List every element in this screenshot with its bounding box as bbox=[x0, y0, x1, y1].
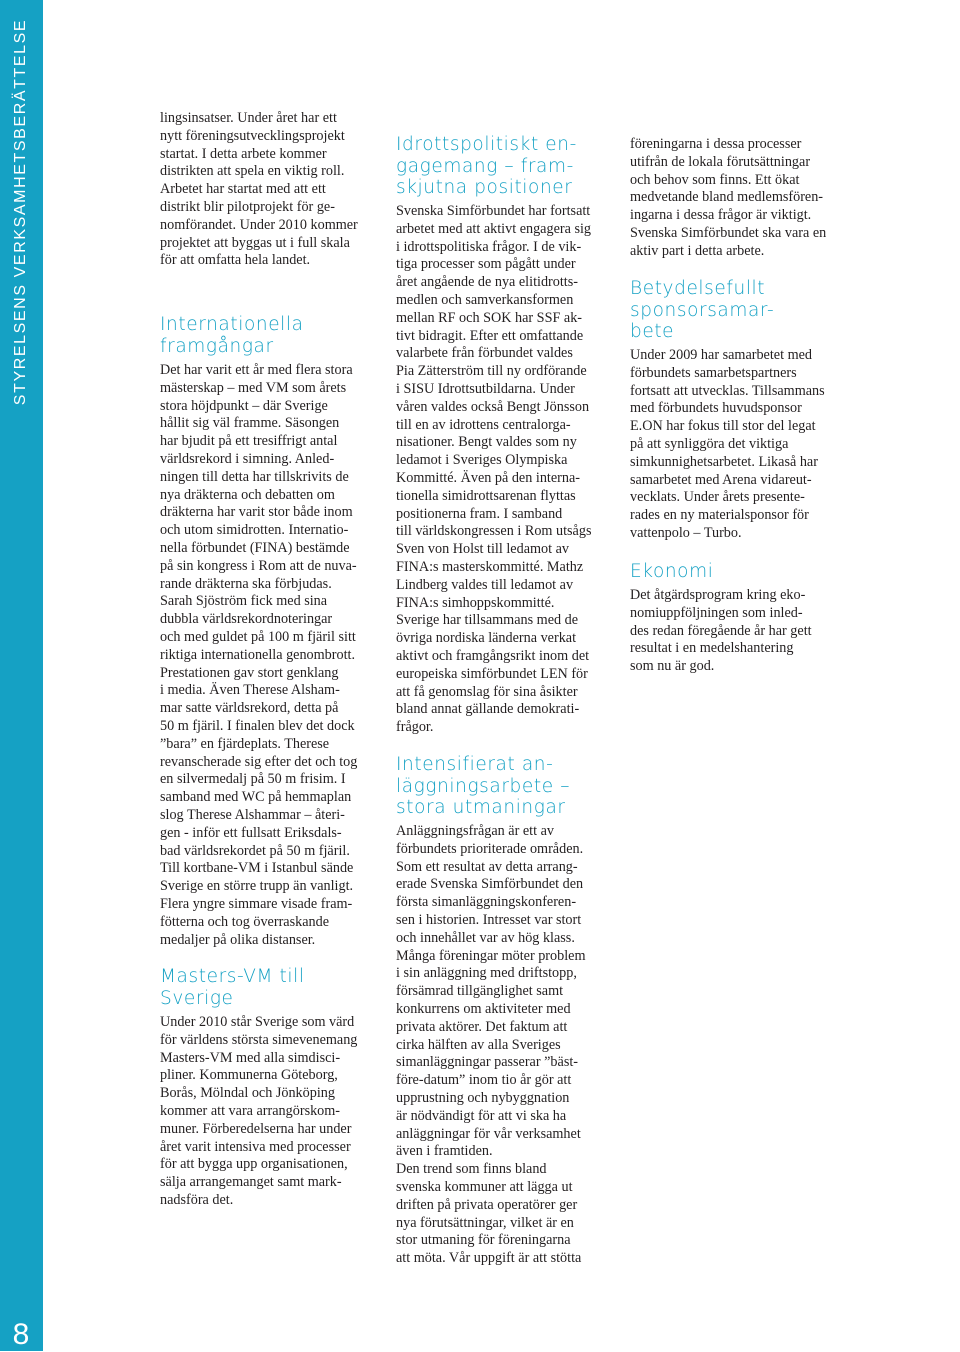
section-title: STYRELSENS VERKSAMHETSBERÄTTELSE bbox=[12, 18, 29, 406]
paragraph-international-success: Det har varit ett år med flera stora mästerskap – med VM som årets stora höjdpunkt – där Sverige hållit sig väl framme. Säsongen har bjudit på ett tresiffrigt antal världsrekord i simning. Anled- ningen till detta har tillskrivits de nya dräkterna och debatten om dräkterna har varit stor både inom och utom simidrotten. Internatio- nella förbundet (FINA) bestämde på sin kongress i Rom att de nuva- rande dräkterna ska förbjudas. Sarah Sjöström fick med sina dubbla världsrekordnoteringar och med guldet på 100 m fjäril sitt riktiga internationella genombrott. Prestationen gav stort genklang i media. Även Therese Alsham- mar satte världsrekord, detta på 50 m fjäril. I finalen blev det dock ”bara” en fjärdeplats. Therese revanscherade sig efter det och tog en silvermedalj på 50 m frisim. I samband med WC på hemmaplan slog Therese Alshammar – återi- gen - inför ett fullsatt Eriksdals- bad världsrekordet på 50 m fjäril. Till kortbane-VM i Istanbul sände Sverige en större trupp än vanligt. Flera yngre simmare visade fram- fötterna och tog överraskande medaljer på olika distanser. bbox=[160, 362, 358, 948]
heading-sports-politics: Idrottspolitiskt en- gagemang – fram- skjutna positioner bbox=[396, 134, 577, 198]
paragraph-masters-vm: Under 2010 står Sverige som värd för världens största simevenemang Masters-VM med alla simdisci- pliner. Kommunerna Göteborg, Borås, Mölndal och Jönköping kommer att vara arrangörskom- muner. Förberedelserna har under året varit intensiva med processer för att bygga upp organisationen, sälja arrangemanget samt mark- nadsföra det. bbox=[160, 1014, 358, 1208]
paragraph-sponsorship: Under 2009 har samarbetet med förbundets samarbetspartners fortsatt att utvecklas. Tillsammans med förbundets huvudsponsor E.ON har fokus till stor del legat på att synliggöra det viktiga simkunnighetsarbetet. Likaså har samarbetet med Arena vidareut- vecklats. Under årets presente- rades en ny materialsponsor för vattenpolo – Turbo. bbox=[630, 347, 825, 541]
paragraph-facilities-continued: föreningarna i dessa processer utifrån de lokala förutsättningar och behov som finns. Ett ökat medvetande bland medlemsfören- ingarna i dessa frågor är viktigt. Svenska Simförbundet ska vara en aktiv part i detta arbete. bbox=[630, 136, 827, 259]
paragraph-sports-politics: Svenska Simförbundet har fortsatt arbetet med att aktivt engagera sig i idrottspolitiska frågor. I de vik- tiga processer som pågått under året angående de nya elitidrotts- medlen och samverkansformen mellan RF och SOK har SSF ak- tivt bidragit. Efter ett omfattande valarbete från förbundet valdes Pia Zätterström till ny ordförande i SISU Idrottsutbildarna. Under våren valdes också Bengt Jönsson till en av idrottens centralorga- nisationer. Bengt valdes som ny ledamot i Sveriges Olympiska Kommitté. Även på den interna- tionella simidrottsarenan flyttas positionerna fram. I samband till världskongressen i Rom utsågs Sven von Holst till ledamot av FINA:s masterskommitté. Mathz Lindberg valdes till ledamot av FINA:s simhoppskommitté. Sverige har tillsammans med de övriga nordiska länderna verkat aktivt och framgångsrikt inom det europeiska simförbundet LEN för att få genomslag för sina åsikter bland annat gällande demokrati- frågor. bbox=[396, 203, 592, 736]
paragraph-economy: Det åtgärdsprogram kring eko- nomiuppföljningen som inled- des redan föregående år har gett resultat i en medelshantering som nu är god. bbox=[630, 587, 812, 675]
heading-international-success: Internationella framgångar bbox=[160, 314, 304, 357]
heading-economy: Ekonomi bbox=[630, 561, 714, 582]
paragraph-intro: lingsinsatser. Under året har ett nytt föreningsutvecklingsprojekt startat. I detta arbete kommer distrikten att spela en viktig roll. Arbetet har startat med att ett distrikt blir pilotprojekt för ge- nomförandet. Under 2010 kommer projektet att byggas ut i full skala för att omfatta hela landet. bbox=[160, 110, 358, 269]
heading-facilities: Intensifierat an- läggningsarbete – stora utmaningar bbox=[396, 754, 571, 818]
section-sidebar bbox=[0, 0, 43, 1351]
page-number: 8 bbox=[12, 1318, 30, 1351]
heading-sponsorship: Betydelsefullt sponsorsamar- bete bbox=[630, 278, 775, 342]
heading-masters-vm: Masters-VM till Sverige bbox=[160, 966, 305, 1009]
paragraph-facilities: Anläggningsfrågan är ett av förbundets prioriterade områden. Som ett resultat av detta arrang- erade Svenska Simförbundet den första simanläggningskonferen- sen i historien. Intresset var stort och innehållet var av hög klass. Många föreningar möter problem i sin anläggning med driftstopp, försämrad tillgänglighet samt konkurrens om aktiviteter med privata aktörer. Det faktum att cirka hälften av alla Sveriges simanläggningar passerar ”bäst- före-datum” inom tio år gör att upprustning och nybyggnation är nödvändigt för att vi ska ha anläggningar för vår verksamhet även i framtiden. Den trend som finns bland svenska kommuner att lägga ut driften på privata operatörer ger nya förutsättningar, vilket är en stor utmaning för föreningarna att möta. Vår uppgift är att stötta bbox=[396, 823, 586, 1267]
